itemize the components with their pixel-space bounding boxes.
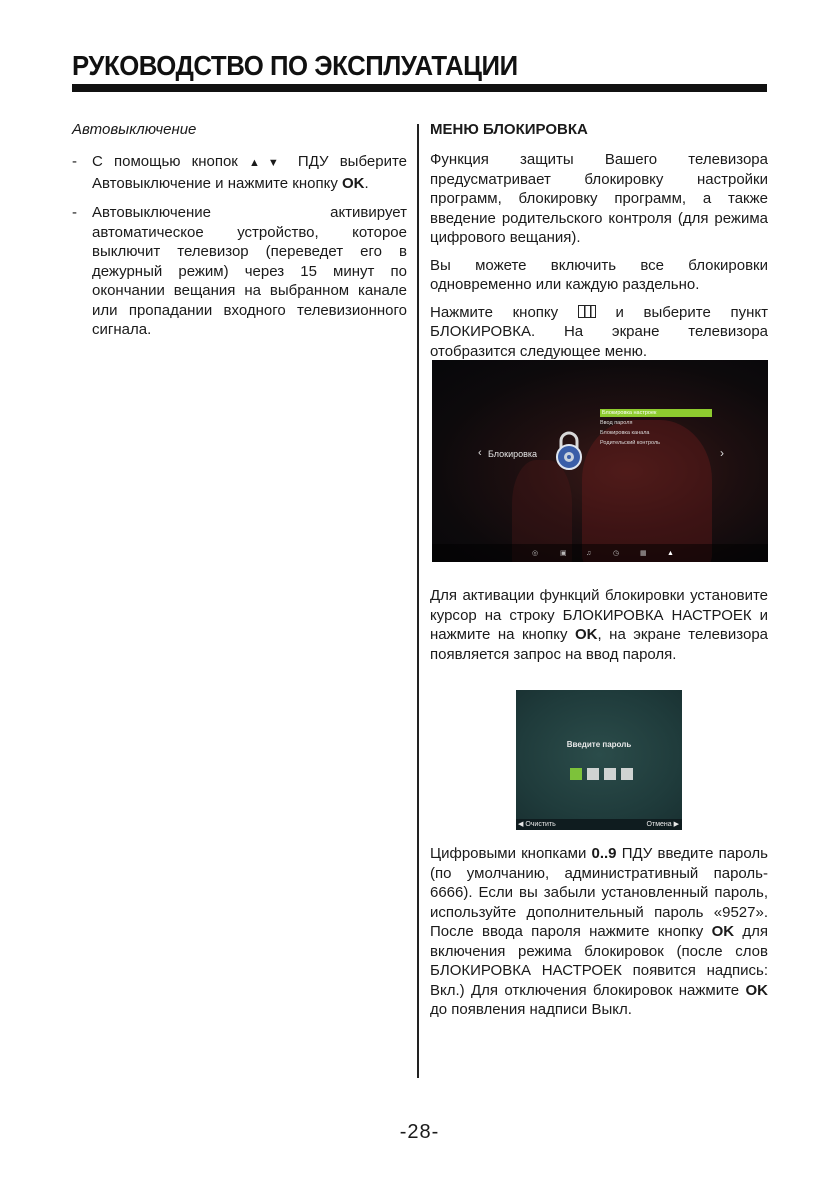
ok-key-label: OK (575, 626, 598, 643)
para-enter-password (430, 844, 768, 1020)
tv-nav-right-icon[interactable]: › (720, 446, 724, 460)
bullet-auto-off-select (72, 152, 407, 193)
bullet-auto-off-description (72, 203, 407, 340)
para4-part2: , на экране телевизора появляется запрос на ввод пароля. (430, 626, 768, 663)
para3-part1: Нажмите кнопку (430, 303, 559, 321)
para3-part2: и выберите пункт БЛОКИРОВКА. На экране телевизора отобразится следующее меню. (430, 303, 768, 360)
digits-key-label: 0..9 (591, 845, 617, 862)
tv-menu-category: Блокировка (488, 449, 538, 459)
left-column (72, 120, 407, 350)
cancel-button[interactable]: Отмена ▶ (646, 821, 679, 828)
header-rule (72, 84, 767, 92)
bullet-dash: - (72, 204, 77, 221)
password-dialog (516, 690, 682, 820)
para-press-menu (430, 303, 768, 362)
right-column-middle (430, 586, 768, 672)
lock-menu-title: МЕНЮ БЛОКИРОВКА (430, 121, 588, 138)
bullet2-text: Автовыключение активирует автоматическое устройство, которое выключит телевизор (переведет его в дежурный режим) через 15 минут по окончании вещания на выбранном канале или пропадании входного телевизионного сигнала. (92, 204, 407, 338)
password-digit-box[interactable] (604, 768, 616, 780)
clear-button[interactable]: ◀ Очистить (518, 821, 556, 828)
page-header-title: РУКОВОДСТВО ПО ЭКСПЛУАТАЦИИ (72, 50, 518, 81)
tv-menu-item-enter-password[interactable]: Ввод пароля (600, 420, 633, 426)
auto-off-subtitle: Автовыключение (72, 121, 197, 138)
para-protection: Функция защиты Вашего телевизора предусматривает блокировку настройки программ, блокировку программ, а также введение родительского контроля (для режима цифрового вещания). (430, 151, 768, 246)
tv-menu-item-lock-settings[interactable]: Блокировка настроек (600, 409, 712, 417)
bullet-dash: - (72, 153, 77, 170)
column-divider (417, 124, 419, 1078)
password-prompt: Введите пароль (566, 740, 632, 749)
para-activate-lock (430, 586, 768, 664)
password-footer (516, 819, 682, 830)
para5-part2: ПДУ введите пароль (по умолчанию, административный пароль- 6666). Если вы забыли установленный пароль, используйте дополнительный пароль «9527». После ввода пароля нажмите кнопку (430, 845, 768, 940)
tv-bottom-icon-channel[interactable]: ▣ (560, 550, 567, 557)
menu-key-icon (578, 305, 596, 318)
para-all-locks: Вы можете включить все блокировки одновременно или каждую раздельно. (430, 256, 768, 293)
tv-bottom-icon-sound[interactable]: ♫ (586, 550, 592, 557)
password-digit-box[interactable] (621, 768, 633, 780)
tv-bottom-icon-time[interactable]: ◷ (613, 550, 620, 557)
right-column (430, 120, 768, 369)
tv-password-screenshot (516, 690, 682, 830)
ok-key-label: OK (745, 981, 768, 999)
bullet1-end: . (364, 174, 369, 192)
up-down-arrows-icon: ▲▼ (249, 157, 287, 169)
para5-part1: Цифровыми кнопками (430, 845, 587, 862)
right-column-bottom (430, 844, 768, 1028)
tv-nav-left-icon[interactable]: ‹ (478, 447, 482, 459)
para5-part4: до появления надписи Выкл. (430, 1001, 632, 1018)
ok-key-label: OK (342, 174, 365, 192)
tv-bottom-icon-picture[interactable]: ◎ (532, 550, 539, 557)
bullet1-part2: ПДУ выберите Автовыключение и нажмите кнопку (92, 153, 407, 192)
ok-key-label: OK (711, 923, 735, 940)
password-digit-box[interactable] (570, 768, 582, 780)
tv-lock-menu-screenshot (432, 360, 768, 562)
tv-menu-item-lock-channel[interactable]: Блокировка канала (600, 430, 650, 436)
password-digit-box[interactable] (587, 768, 599, 780)
para5-part3: для включения режима блокировок (после слов БЛОКИРОВКА НАСТРОЕК появится надпись: Вкл.) Для отключения блокировок нажмите (430, 923, 769, 999)
tv-bottom-icon-setup[interactable]: ▦ (640, 550, 647, 557)
padlock-icon (551, 430, 587, 470)
para4-part1: Для активации функций блокировки установите курсор на строку БЛОКИРОВКА НАСТРОЕК и нажмите на кнопку (430, 587, 768, 643)
tv-bottom-icon-lock[interactable]: ▲ (667, 550, 674, 557)
bullet1-part1: С помощью кнопок (92, 153, 238, 170)
page-number: -28- (399, 1121, 440, 1143)
tv-bottom-bar (432, 544, 768, 562)
tv-menu-item-parental-control[interactable]: Родительский контроль (600, 440, 661, 446)
